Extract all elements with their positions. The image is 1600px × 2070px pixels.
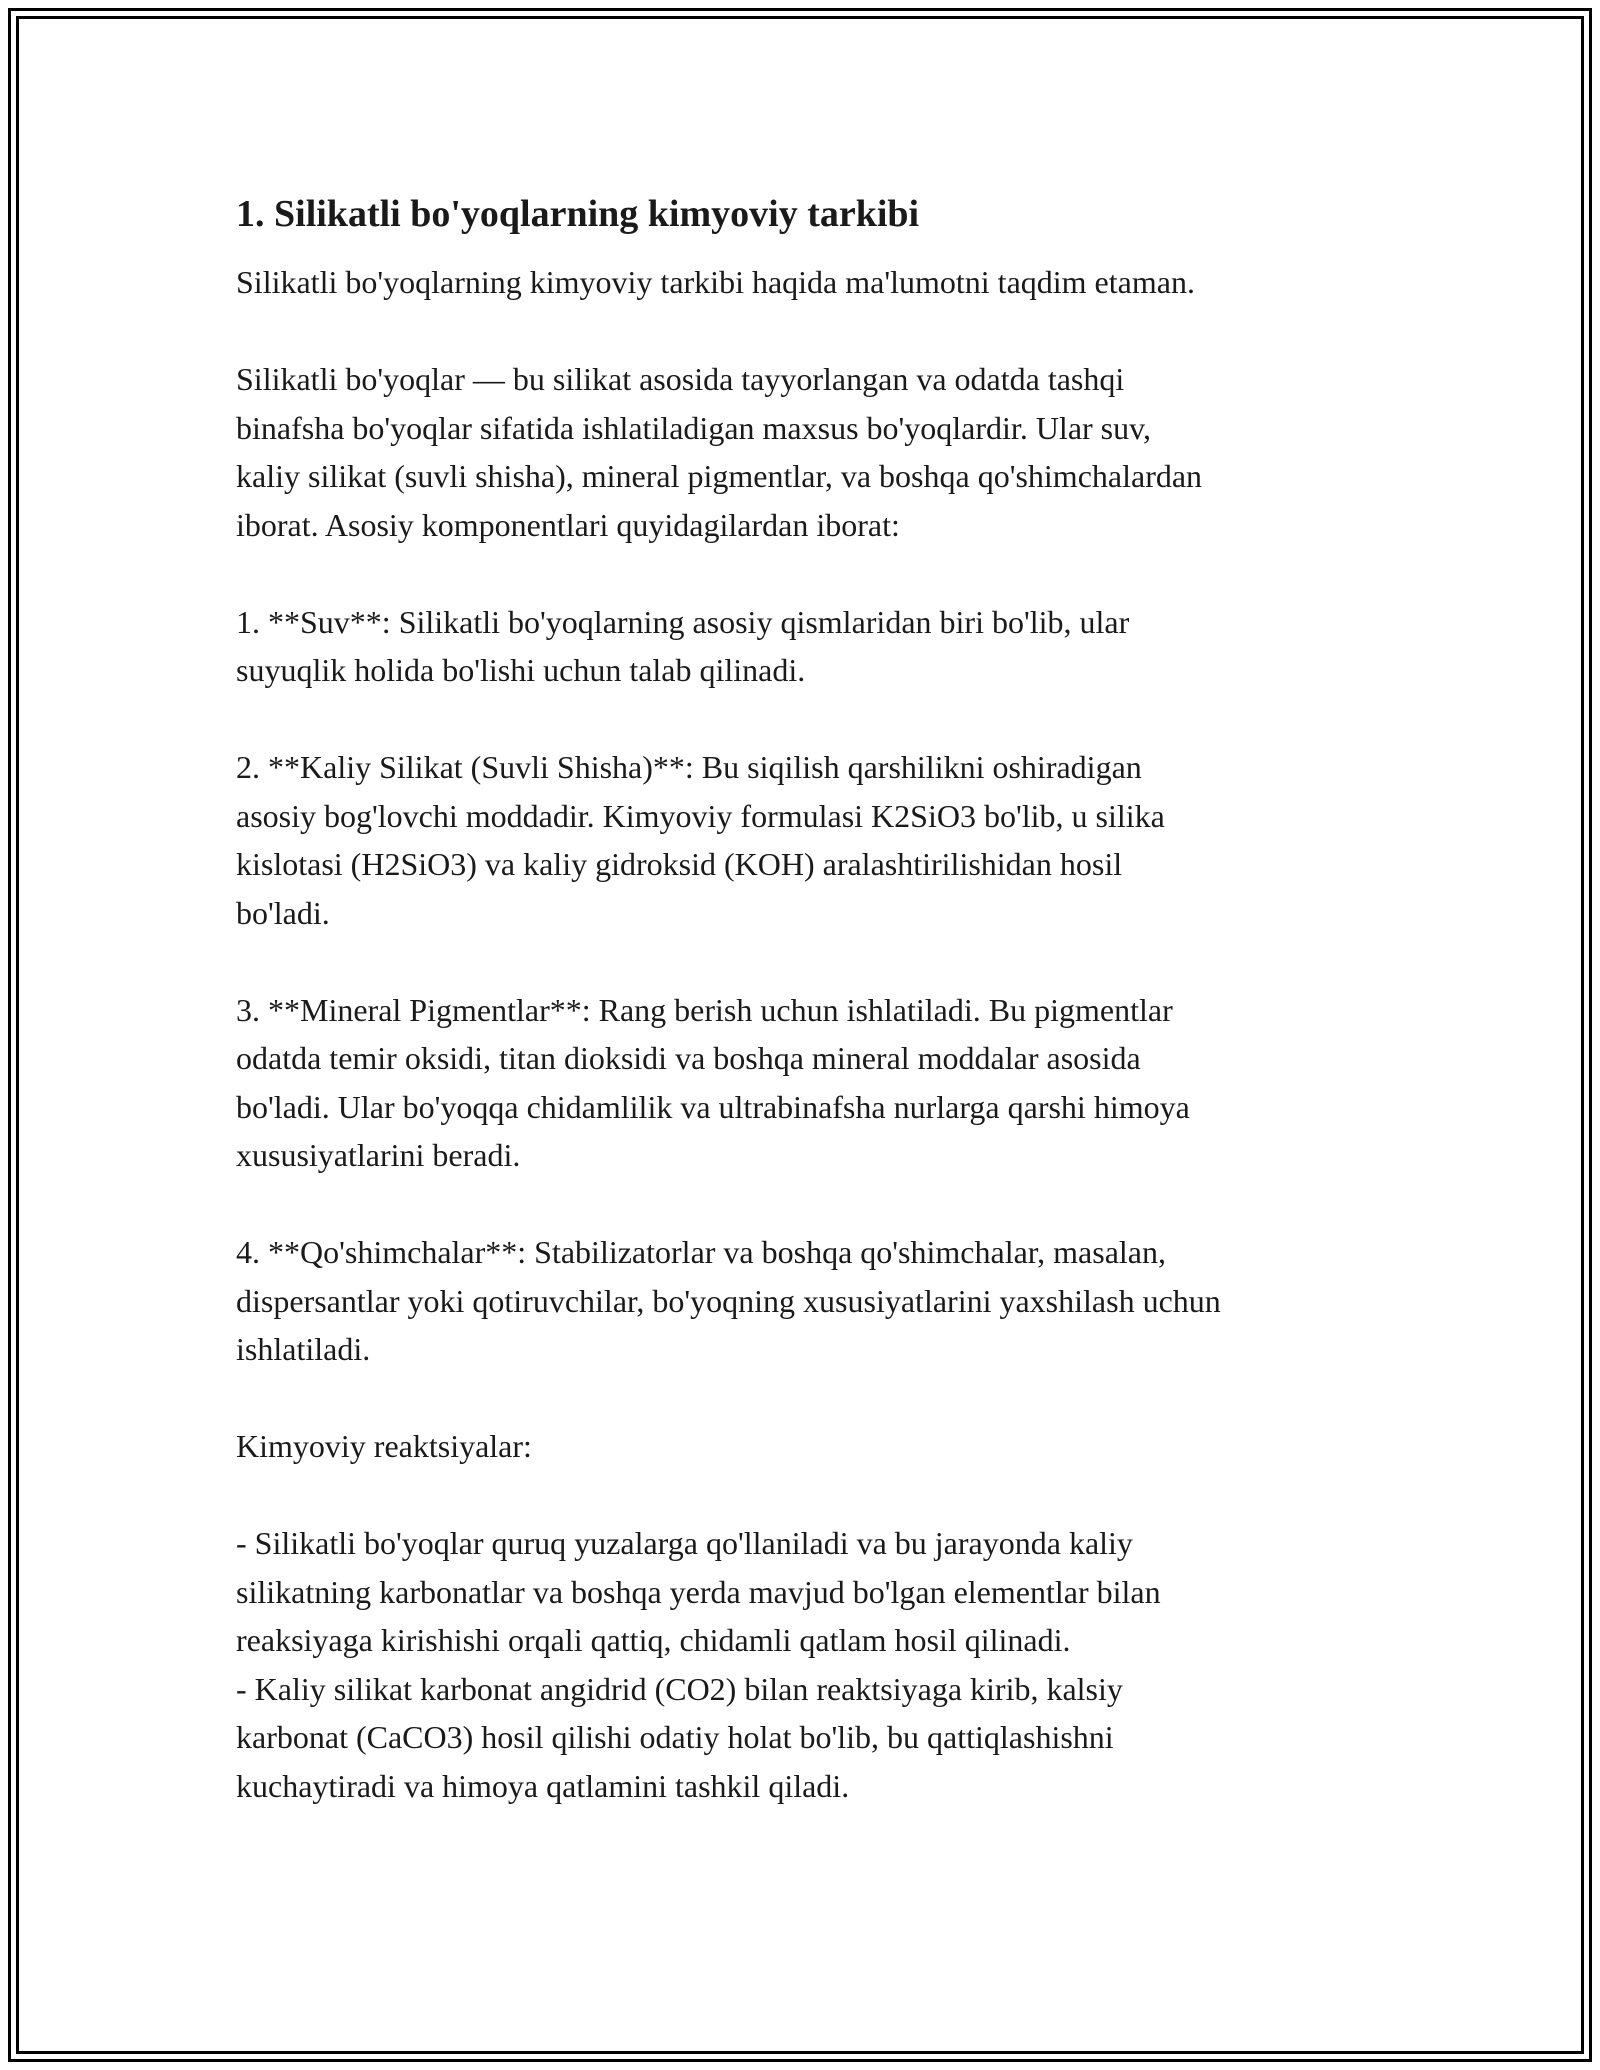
reactions-list-paragraph: - Silikatli bo'yoqlar quruq yuzalarga qo'llaniladi va bu jarayonda kaliy silikatning karbonatlar va boshqa yerda mavjud bo'lgan elementlar bilan reaksiyaga kirishishi orqali qattiq, chidamli qatlam hosil qilinadi. - Kaliy silikat karbonat angidrid (CO2) bilan reaktsiyaga kirib, kalsiy karbonat (CaCO3) hosil qilishi odatiy holat bo'lib, bu qattiqlashishni kuchaytiradi va himoya qatlamini tashkil qiladi. (236, 1525, 1161, 1804)
intro-paragraph: Silikatli bo'yoqlarning kimyoviy tarkibi haqida ma'lumotni taqdim etaman. (236, 264, 1195, 300)
document-body (236, 186, 1396, 1810)
component-additives-paragraph: 4. **Qo'shimchalar**: Stabilizatorlar va boshqa qo'shimchalar, masalan, dispersantlar yoki qotiruvchilar, bo'yoqning xususiyatlarini yaxshilash uchun ishlatiladi. (236, 1234, 1221, 1367)
document-title: 1. Silikatli bo'yoqlarning kimyoviy tarkibi (236, 193, 920, 235)
component-water-paragraph: 1. **Suv**: Silikatli bo'yoqlarning asosiy qismlaridan biri bo'lib, ular suyuqlik holida bo'lishi uchun talab qilinadi. (236, 603, 1130, 688)
component-pigments-paragraph: 3. **Mineral Pigmentlar**: Rang berish uchun ishlatiladi. Bu pigmentlar odatda temir oksidi, titan dioksidi va boshqa mineral moddalar asosida bo'ladi. Ular bo'yoqqa chidamlilik va ultrabinafsha nurlarga qarshi himoya xususiyatlarini beradi. (236, 991, 1190, 1173)
description-paragraph: Silikatli bo'yoqlar — bu silikat asosida tayyorlangan va odatda tashqi binafsha bo'yoqlar sifatida ishlatiladigan maxsus bo'yoqlardir. Ular suv, kaliy silikat (suvli shisha), mineral pigmentlar, va boshqa qo'shimchalardan iborat. Asosiy komponentlari quyidagilardan iborat: (236, 361, 1203, 543)
reactions-heading-paragraph: Kimyoviy reaktsiyalar: (236, 1428, 532, 1464)
component-potassium-silicate-paragraph: 2. **Kaliy Silikat (Suvli Shisha)**: Bu siqilish qarshilikni oshiradigan asosiy bog'lovchi moddadir. Kimyoviy formulasi K2SiO3 bo'lib, u silika kislotasi (H2SiO3) va kaliy gidroksid (KOH) aralashtirilishidan hosil bo'ladi. (236, 749, 1165, 931)
